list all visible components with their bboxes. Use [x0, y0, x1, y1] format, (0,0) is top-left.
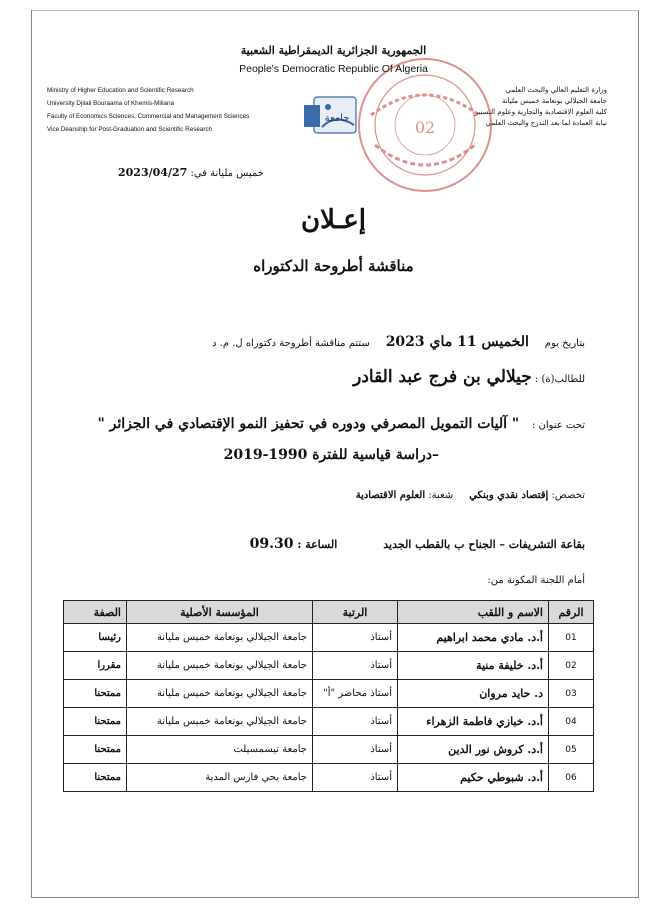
- official-stamp: [355, 55, 495, 195]
- header-name: الاسم و اللقب: [398, 601, 549, 624]
- date-place-label: خميس مليانة في:: [190, 168, 264, 179]
- member-name: د. حايد مروان: [398, 680, 549, 708]
- member-num: 02: [549, 652, 594, 680]
- member-num: 01: [549, 624, 594, 652]
- thesis-label: تحت عنوان :: [531, 420, 585, 431]
- vice-deanship-line-ar: نيابة العمادة لما بعد التدرج والبحث العلمي: [485, 119, 607, 127]
- member-rank: أستاذ: [313, 624, 398, 652]
- ministry-line-en: Ministry of Higher Education and Scientific Research: [47, 87, 194, 94]
- date-suffix: ستتم مناقشة أطروحة دكتوراه ل. م. د: [212, 338, 370, 349]
- member-num: 04: [549, 708, 594, 736]
- member-num: 03: [549, 680, 594, 708]
- table-row: [64, 680, 594, 708]
- specialty-line: [356, 490, 585, 501]
- member-name: أ.د. مادي محمد ابراهيم: [398, 624, 549, 652]
- member-role: ممتحنا: [64, 708, 127, 736]
- date-place: [118, 166, 264, 179]
- member-rank: أستاذ: [313, 652, 398, 680]
- member-role: ممتحنا: [64, 736, 127, 764]
- thesis-period: –دراسة قياسية للفترة 1990-2019: [223, 447, 439, 463]
- thesis-line: [97, 416, 585, 432]
- member-institution: جامعة تيسمسيلت: [127, 736, 313, 764]
- committee-intro: أمام اللجنة المكونة من:: [487, 575, 585, 586]
- time-label: الساعة :: [297, 538, 338, 551]
- vice-deanship-line-en: Vice Deanship for Post-Graduation and Scientific Research: [47, 126, 213, 133]
- header-rank: الرتبة: [313, 601, 398, 624]
- header-institution: المؤسسة الأصلية: [127, 601, 313, 624]
- date-prefix: بتاريخ يوم: [544, 338, 585, 349]
- university-line-en: University Djilali Bouraama of Khemis-Miliana: [47, 100, 175, 107]
- announcement-subtitle: مناقشة أطروحة الدكتوراه: [253, 257, 414, 275]
- student-line: [353, 367, 585, 387]
- republic-title-ar: الجمهورية الجزائرية الديمقراطية الشعبية: [240, 44, 427, 57]
- stamp-number: 02: [414, 118, 436, 137]
- member-role: رئيسا: [64, 624, 127, 652]
- member-institution: جامعة يحي فارس المدية: [127, 764, 313, 792]
- table-row: [64, 736, 594, 764]
- committee-header-row: [64, 601, 594, 624]
- member-role: مقررا: [64, 652, 127, 680]
- member-rank: أستاذ محاضر "أ": [313, 680, 398, 708]
- table-row: [64, 708, 594, 736]
- venue-line: [250, 536, 585, 552]
- member-name: أ.د. خليفة منية: [398, 652, 549, 680]
- time-value: 09.30: [249, 536, 294, 552]
- announcement-title: إعـلان: [301, 205, 366, 235]
- specialty-value: إقتصاد نقدي وبنكي: [469, 490, 549, 501]
- table-row: [64, 624, 594, 652]
- thesis-title: " آليات التمويل المصرفي ودوره في تحفيز النمو الإقتصادي في الجزائر ": [97, 416, 520, 432]
- header-role: الصفة: [64, 601, 127, 624]
- member-num: 05: [549, 736, 594, 764]
- faculty-line-ar: كلية العلوم الاقتصادية والتجارية وعلوم التسيير: [474, 108, 607, 116]
- member-institution: جامعة الجيلالي بونعامة خميس مليانة: [127, 624, 313, 652]
- defense-date-line: [212, 334, 585, 350]
- specialty-label: تخصص:: [551, 490, 585, 501]
- republic-title-en: People's Democratic Republic Of Algeria: [239, 63, 428, 75]
- member-institution: جامعة الجيلالي بونعامة خميس مليانة: [127, 652, 313, 680]
- defense-date: الخميس 11 ماي 2023: [385, 334, 529, 350]
- member-institution: جامعة الجيلالي بونعامة خميس مليانة: [127, 708, 313, 736]
- date-place-value: 2023/04/27: [118, 166, 188, 179]
- member-rank: أستاذ: [313, 736, 398, 764]
- member-role: ممتحنا: [64, 680, 127, 708]
- table-row: [64, 652, 594, 680]
- member-rank: أستاذ: [313, 764, 398, 792]
- logo-text: جامعة: [324, 113, 350, 124]
- committee-table: [63, 600, 594, 792]
- member-institution: جامعة الجيلالي بونعامة خميس مليانة: [127, 680, 313, 708]
- venue: بقاعة التشريفات – الجناح ب بالقطب الجديد: [383, 538, 585, 551]
- member-name: أ.د. شبوطي حكيم: [398, 764, 549, 792]
- faculty-line-en: Faculty of Economics Sciences, Commercial and Management Sciences: [47, 113, 250, 120]
- student-label: للطالب(ة) :: [534, 374, 585, 385]
- member-name: أ.د. خبازي فاطمة الزهراء: [398, 708, 549, 736]
- branch-label: شعبة:: [428, 490, 454, 501]
- member-name: أ.د. كروش نور الدين: [398, 736, 549, 764]
- header-num: الرقم: [549, 601, 594, 624]
- member-num: 06: [549, 764, 594, 792]
- ministry-line-ar: وزارة التعليم العالي والبحث العلمي: [505, 86, 607, 94]
- student-name: جيلالي بن فرج عبد القادر: [353, 367, 532, 387]
- table-row: [64, 764, 594, 792]
- branch-value: العلوم الاقتصادية: [355, 490, 426, 501]
- university-line-ar: جامعة الجيلالي بونعامة خميس مليانة: [501, 97, 607, 105]
- member-rank: أستاذ: [313, 708, 398, 736]
- ministry-lines-en: [47, 84, 249, 136]
- member-role: ممتحنا: [64, 764, 127, 792]
